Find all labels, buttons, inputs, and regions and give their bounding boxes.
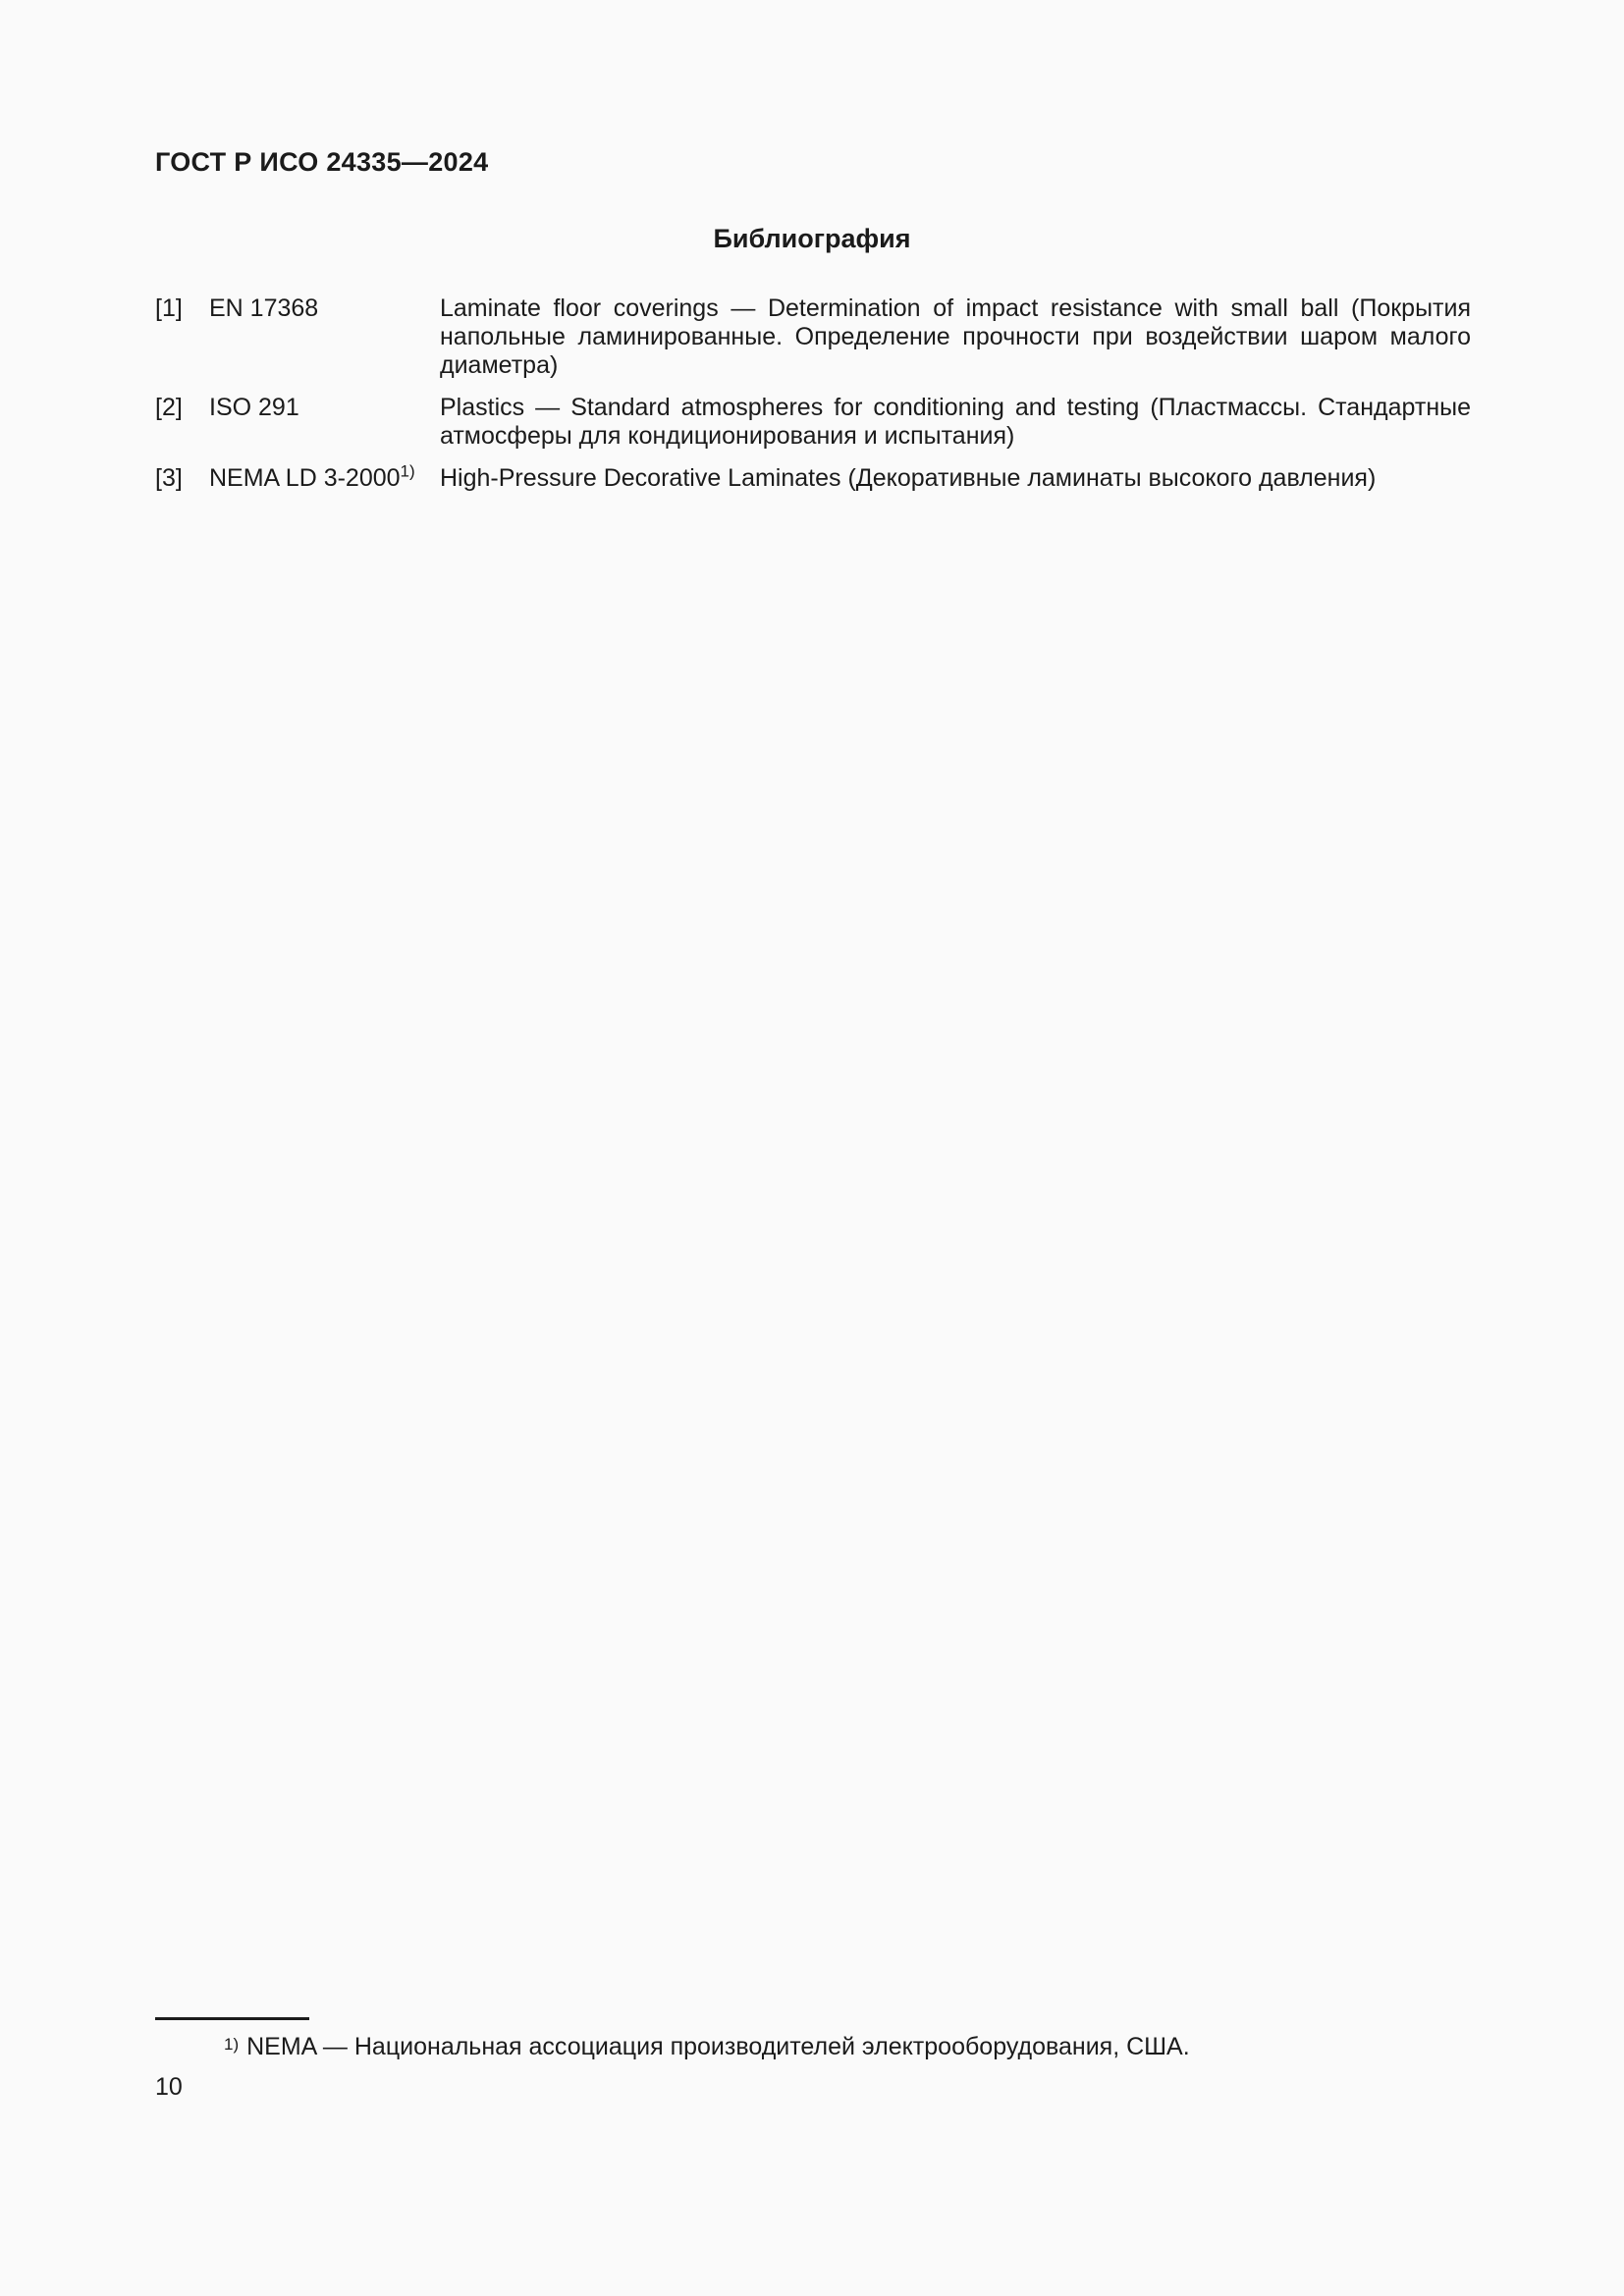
- footnote-reference[interactable]: 1): [400, 461, 415, 481]
- entry-title: High-Pressure Decorative Laminates (Декоративные ламинаты высокого давления): [440, 464, 1377, 492]
- footnote-divider: [155, 2017, 309, 2020]
- entry-code: [209, 394, 440, 422]
- entry-title: Laminate floor coverings — Determination of impact resistance with small ball (Покрытия напольные ламинированные. Определение прочности при воздействии шаром малого диаметра): [440, 294, 1471, 379]
- page-number: 10: [155, 2073, 183, 2101]
- entry-number: [2]: [155, 394, 183, 421]
- bibliography-entry: [155, 394, 1471, 451]
- entry-code-text: EN 17368: [209, 294, 319, 322]
- entry-title: Plastics — Standard atmospheres for conditioning and testing (Пластмассы. Стандартные атмосферы для кондиционирования и испытания): [440, 394, 1471, 450]
- section-title: Библиография: [713, 224, 911, 253]
- standard-id-header: ГОСТ Р ИСО 24335—2024: [155, 147, 489, 177]
- entry-code: [209, 461, 440, 493]
- entry-code-text: ISO 291: [209, 394, 299, 421]
- entry-number: [1]: [155, 294, 183, 322]
- bibliography-entry: [155, 461, 1471, 493]
- footnote: [224, 2032, 1190, 2061]
- footnote-mark: 1): [224, 2035, 240, 2054]
- entry-code-text: NEMA LD 3-2000: [209, 464, 401, 492]
- entry-code: [209, 294, 440, 323]
- bibliography-list: [155, 294, 1471, 507]
- footnote-text: NEMA — Национальная ассоциация производителей электрооборудования, США.: [246, 2033, 1190, 2060]
- bibliography-entry: [155, 294, 1471, 380]
- entry-number: [3]: [155, 464, 183, 492]
